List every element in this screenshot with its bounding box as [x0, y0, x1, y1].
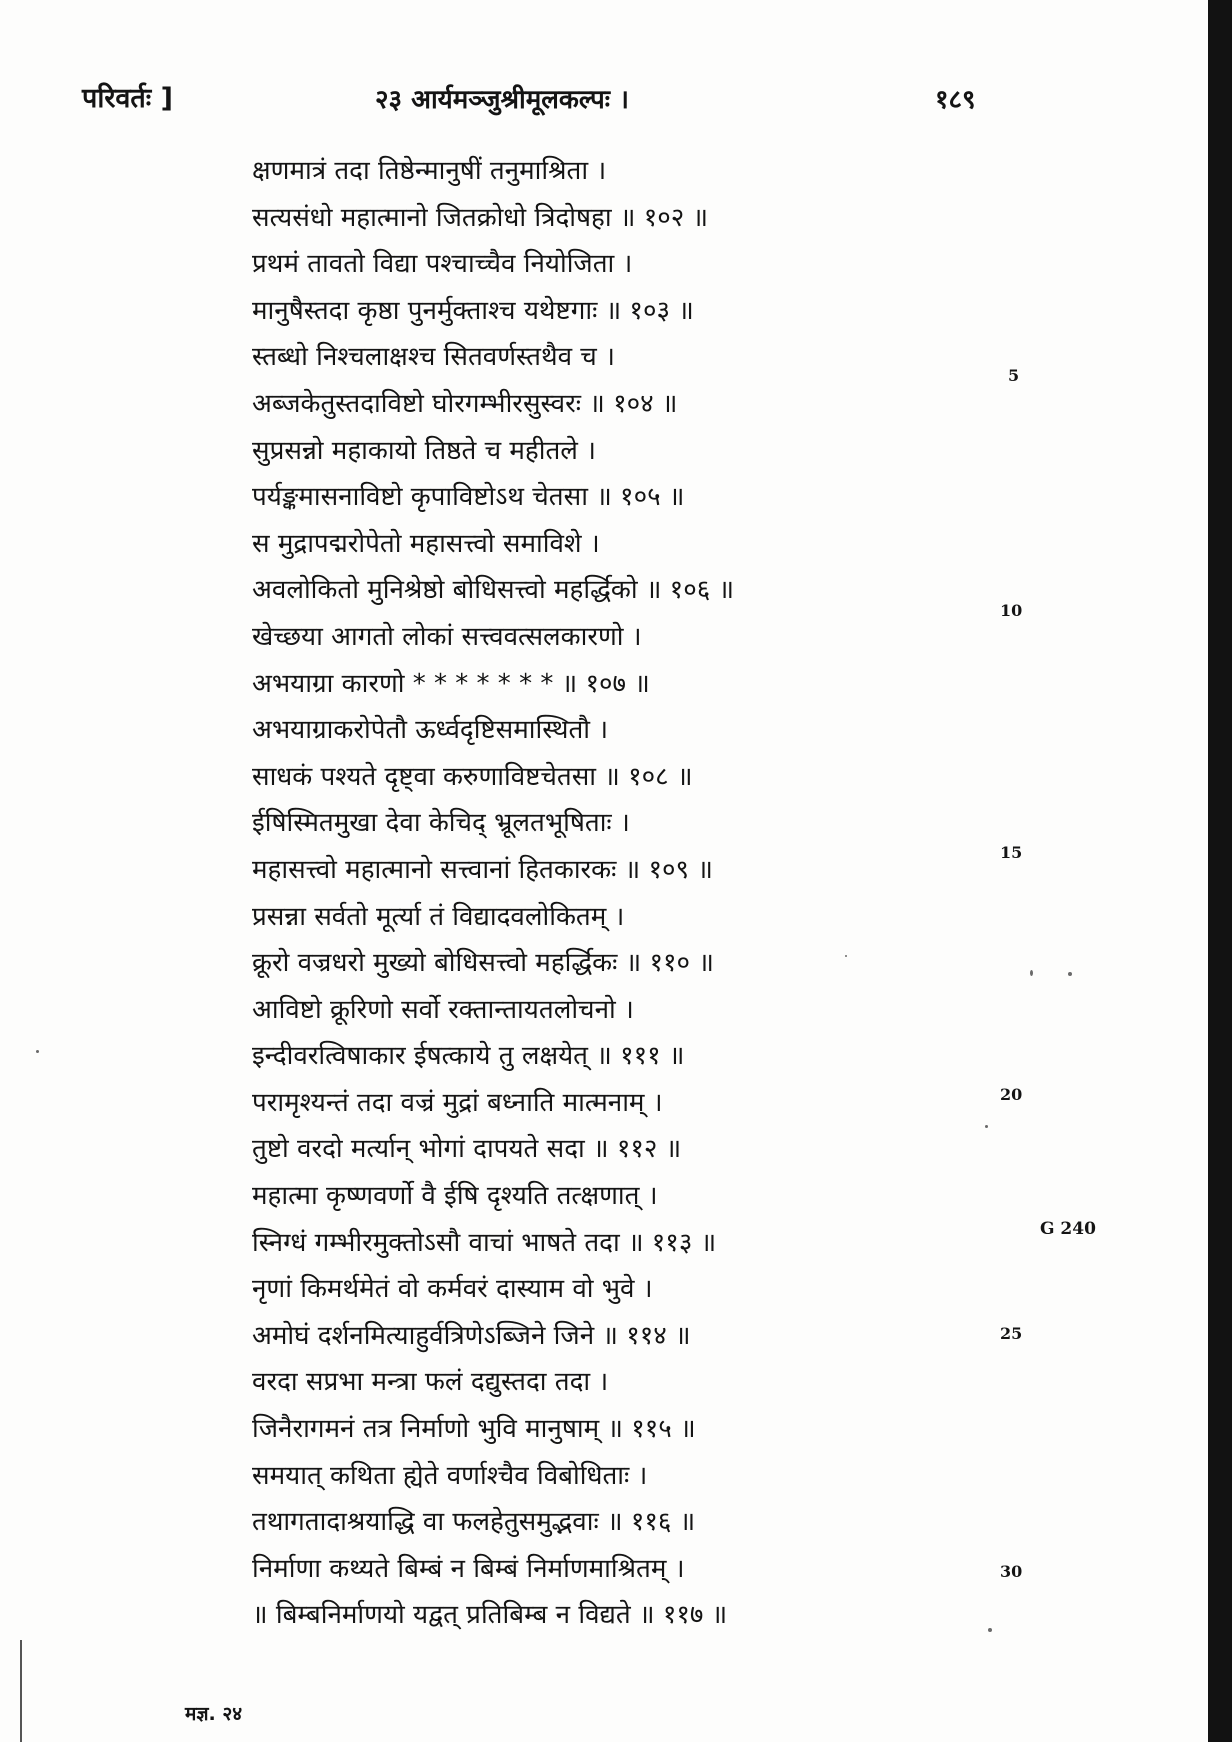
line-number-15: 15	[1000, 843, 1023, 862]
verse-line: पर्यङ्कमासनाविष्टो कृपाविष्टोऽथ चेतसा ॥ १०५ ॥	[252, 482, 685, 513]
verse-line: सुप्रसन्नो महाकायो तिष्ठते च महीतले ।	[252, 435, 597, 466]
line-number-30: 30	[1000, 1562, 1023, 1581]
verse-line: क्षणमात्रं तदा तिष्ठेन्मानुषीं तनुमाश्रिता ।	[252, 156, 607, 186]
running-title: २३ आर्यमञ्जुश्रीमूलकल्पः ।	[375, 85, 629, 115]
verse-line: अवलोकितो मुनिश्रेष्ठो बोधिसत्त्वो महर्द्धिको ॥ १०६ ॥	[252, 575, 735, 606]
scan-speck	[845, 955, 847, 957]
verse-line: महात्मा कृष्णवर्णो वै ईषि दृश्यति तत्क्षणात् ।	[252, 1181, 658, 1212]
verse-line: परामृश्यन्तं तदा वज्रं मुद्रां बध्नाति मात्मनाम् ।	[252, 1087, 663, 1118]
verse-line: स्तब्धो निश्चलाक्षश्च सितवर्णस्तथैव च ।	[252, 342, 615, 373]
verse-line: अभयाग्राकरोपेतौ ऊर्ध्वदृष्टिसमास्थितौ ।	[252, 715, 609, 746]
line-number-25: 25	[1000, 1324, 1023, 1343]
verse-line: निर्माणा कथ्यते बिम्बं न बिम्बं निर्माणमाश्रितम् ।	[252, 1553, 685, 1584]
chapter-label: परिवर्तः ]	[82, 83, 173, 114]
verse-line: साधकं पश्यते दृष्ट्वा करुणाविष्टचेतसा ॥ १०८ ॥	[252, 761, 693, 792]
verse-line: वरदा सप्रभा मन्त्रा फलं दद्युस्तदा तदा ।	[252, 1367, 609, 1398]
verse-line: मानुषैस्तदा कृष्ठा पुनर्मुक्ताश्च यथेष्टगाः ॥ १०३ ॥	[252, 295, 694, 326]
left-page-edge	[20, 1640, 22, 1742]
verse-line: प्रथमं तावतो विद्या पश्चाच्चैव नियोजिता ।	[252, 249, 633, 280]
scan-speck	[1068, 972, 1072, 976]
verse-line: ॥ बिम्बनिर्माणयो यद्वत् प्रतिबिम्ब न विद्यते ॥ ११७ ॥	[252, 1600, 728, 1631]
side-reference: G 240	[1040, 1219, 1096, 1239]
verse-line: आविष्टो क्रूरिणो सर्वो रक्तान्तायतलोचनो ।	[252, 994, 634, 1025]
verse-line: स्निग्धं गम्भीरमुक्तोऽसौ वाचां भाषते तदा ॥ ११३ ॥	[252, 1227, 717, 1258]
verse-line: सत्यसंधो महात्मानो जितक्रोधो त्रिदोषहा ॥ १०२ ॥	[252, 202, 709, 233]
verse-line: इन्दीवरत्विषाकार ईषत्काये तु लक्षयेत् ॥ १११ ॥	[252, 1041, 685, 1072]
verse-line: अब्जकेतुस्तदाविष्टो घोरगम्भीरसुस्वरः ॥ १०४ ॥	[252, 388, 678, 419]
verse-line: क्रूरो वज्रधरो मुख्यो बोधिसत्त्वो महर्द्धिकः ॥ ११० ॥	[252, 948, 714, 979]
verse-line: स मुद्रापद्मरोपेतो महासत्त्वो समाविशे ।	[252, 528, 600, 559]
verse-line: नृणां किमर्थमेतं वो कर्मवरं दास्याम वो भुवे ।	[252, 1274, 653, 1305]
verse-line: तथागतादाश्रयाद्धि वा फलहेतुसमुद्भवाः ॥ ११६ ॥	[252, 1507, 696, 1538]
verse-line: महासत्त्वो महात्मानो सत्त्वानां हितकारकः ॥ १०९ ॥	[252, 854, 713, 885]
signature-mark: मज्ञ. २४	[185, 1703, 243, 1725]
verse-line: जिनैरागमनं तत्र निर्माणो भुवि मानुषाम् ॥ ११५ ॥	[252, 1414, 696, 1445]
scan-speck	[36, 1050, 39, 1053]
verse-line: प्रसन्ना सर्वतो मूर्त्या तं विद्यादवलोकितम् ।	[252, 901, 625, 932]
line-number-10: 10	[1000, 601, 1023, 620]
verse-block	[252, 148, 892, 1639]
line-number-5: 5	[1008, 366, 1020, 385]
verse-line: ईषिस्मितमुखा देवा केचिद् भ्रूलतभूषिताः ।	[252, 808, 630, 839]
verse-line: खेच्छया आगतो लोकां सत्त्ववत्सलकारणो ।	[252, 621, 642, 652]
line-number-20: 20	[1000, 1085, 1023, 1104]
verse-line: अभयाग्रा कारणो * * * * * * * ॥ १०७ ॥	[252, 668, 650, 699]
page-number: १८९	[935, 85, 976, 115]
scan-border	[1208, 0, 1232, 1742]
scan-speck	[988, 1628, 992, 1632]
scan-speck	[1030, 970, 1033, 976]
verse-line: अमोघं दर्शनमित्याहुर्वत्रिणेऽब्जिने जिने ॥ ११४ ॥	[252, 1320, 691, 1351]
verse-line: समयात् कथिता ह्येते वर्णाश्चैव विबोधिताः ।	[252, 1460, 648, 1491]
scan-speck	[985, 1125, 988, 1128]
verse-line: तुष्टो वरदो मर्त्यान् भोगां दापयते सदा ॥ ११२ ॥	[252, 1134, 682, 1165]
